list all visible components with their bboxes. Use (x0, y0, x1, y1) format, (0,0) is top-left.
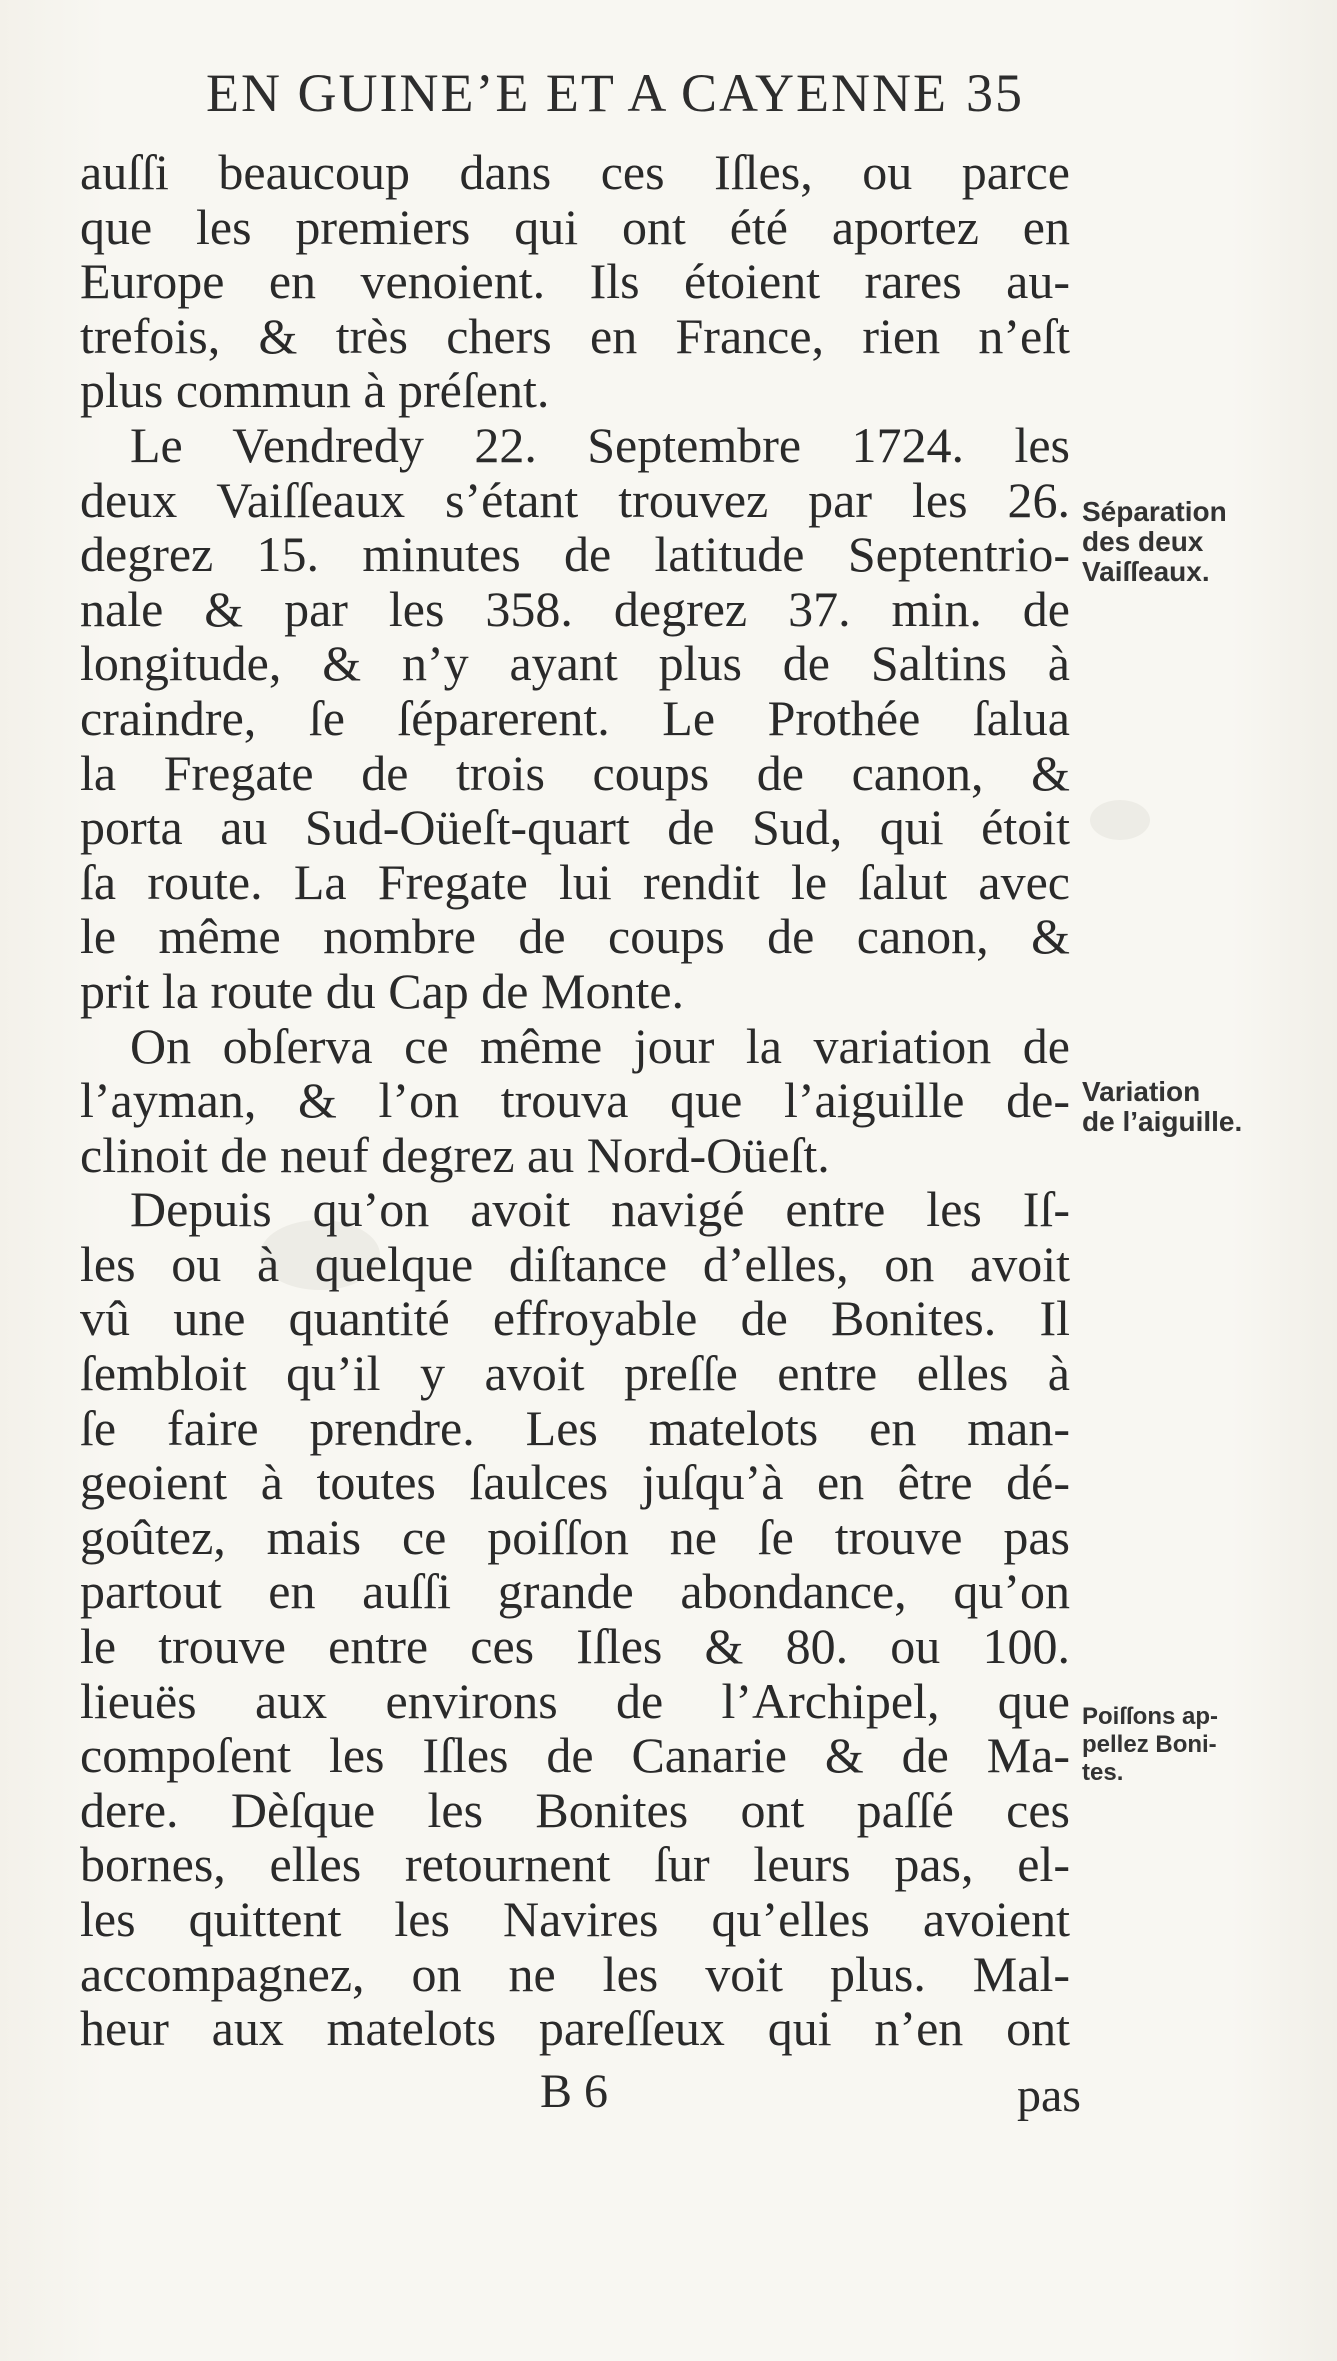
text-line: nale & par les 358. degrez 37. min. de (80, 580, 1070, 637)
margin-note-poissons (1082, 1703, 1332, 1787)
text-line: l’ayman, & l’on trouva que l’aiguille de- (80, 1072, 1070, 1129)
text-line: trefois, & très chers en France, rien n’eſt (80, 307, 1070, 364)
margin-note-line: Vaiſſeaux. (1082, 556, 1210, 587)
catchword: pas (1017, 2069, 1081, 2122)
text-line: dere. Dèſque les Bonites ont paſſé ces (80, 1781, 1070, 1838)
text-line: les ou à quelque diſtance d’elles, on avoit (80, 1235, 1070, 1292)
paper-stain (1090, 800, 1150, 840)
margin-note-line: tes. (1082, 1759, 1124, 1786)
body-text (80, 145, 1070, 2056)
text-line: auſſi beaucoup dans ces Iſles, ou parce (80, 144, 1070, 200)
margin-note-line: Poiſſons ap- (1082, 1703, 1219, 1730)
text-line: On obſerva ce même jour la variation de (130, 1017, 1070, 1074)
text-line: bornes, elles retournent ſur leurs pas, el- (80, 1836, 1070, 1893)
text-line: la Fregate de trois coups de canon, & (80, 744, 1070, 801)
running-head-title: EN GUINE’E ET A CAYENNE (206, 63, 948, 123)
text-line: heur aux matelots pareſſeux qui n’en ont (80, 2000, 1070, 2057)
margin-note-line: de l’aiguille. (1082, 1106, 1243, 1137)
text-line: que les premiers qui ont été aportez en (80, 198, 1070, 255)
running-head (206, 62, 1106, 132)
margin-note-separation (1082, 497, 1332, 587)
page-number: 35 (966, 63, 1024, 123)
text-line: degrez 15. minutes de latitude Septentrio- (80, 526, 1070, 583)
text-line: goûtez, mais ce poiſſon ne ſe trouve pas (80, 1508, 1070, 1565)
margin-note-line: Séparation (1082, 496, 1227, 527)
text-line: lieuës aux environs de l’Archipel, que (80, 1672, 1070, 1729)
text-line: ſa route. La Fregate lui rendit le ſalut avec (80, 853, 1070, 910)
text-line: porta au Sud-Oüeſt-quart de Sud, qui étoit (80, 799, 1070, 856)
text-line: le trouve entre ces Iſles & 80. ou 100. (80, 1618, 1070, 1675)
text-line: Europe en venoient. Ils étoient rares au- (80, 253, 1070, 310)
text-line: Depuis qu’on avoit navigé entre les Iſ- (130, 1181, 1070, 1238)
text-line: ſe faire prendre. Les matelots en man- (80, 1399, 1070, 1456)
text-line: le même nombre de coups de canon, & (80, 908, 1070, 965)
text-line: vû une quantité effroyable de Bonites. Il (80, 1290, 1070, 1347)
text-line: deux Vaiſſeaux s’étant trouvez par les 26. (80, 471, 1070, 528)
page-footer (80, 2062, 1081, 2122)
text-line: ſembloit qu’il y avoit preſſe entre elles à (80, 1345, 1070, 1402)
text-line: clinoit de neuf degrez au Nord-Oüeſt. (80, 1126, 830, 1183)
text-line: geoient à toutes ſaulces juſqu’à en être dé- (80, 1454, 1070, 1511)
text-line: craindre, ſe ſéparerent. Le Prothée ſalua (80, 689, 1070, 746)
text-line: les quittent les Navires qu’elles avoient (80, 1891, 1070, 1947)
text-line: compoſent les Iſles de Canarie & de Ma- (80, 1727, 1070, 1784)
text-line: plus commun à préſent. (80, 362, 550, 419)
margin-note-line: Variation (1082, 1076, 1201, 1107)
margin-note-variation (1082, 1077, 1332, 1137)
text-line: Le Vendredy 22. Septembre 1724. les (130, 416, 1070, 473)
text-line: longitude, & n’y ayant plus de Saltins à (80, 635, 1070, 692)
signature-mark: B 6 (540, 2065, 609, 2118)
margin-note-line: pellez Boni- (1082, 1731, 1217, 1758)
text-line: prit la route du Cap de Monte. (80, 962, 685, 1019)
text-line: accompagnez, on ne les voit plus. Mal- (80, 1945, 1070, 2002)
margin-note-line: des deux (1082, 526, 1204, 557)
text-line: partout en auſſi grande abondance, qu’on (80, 1563, 1070, 1620)
